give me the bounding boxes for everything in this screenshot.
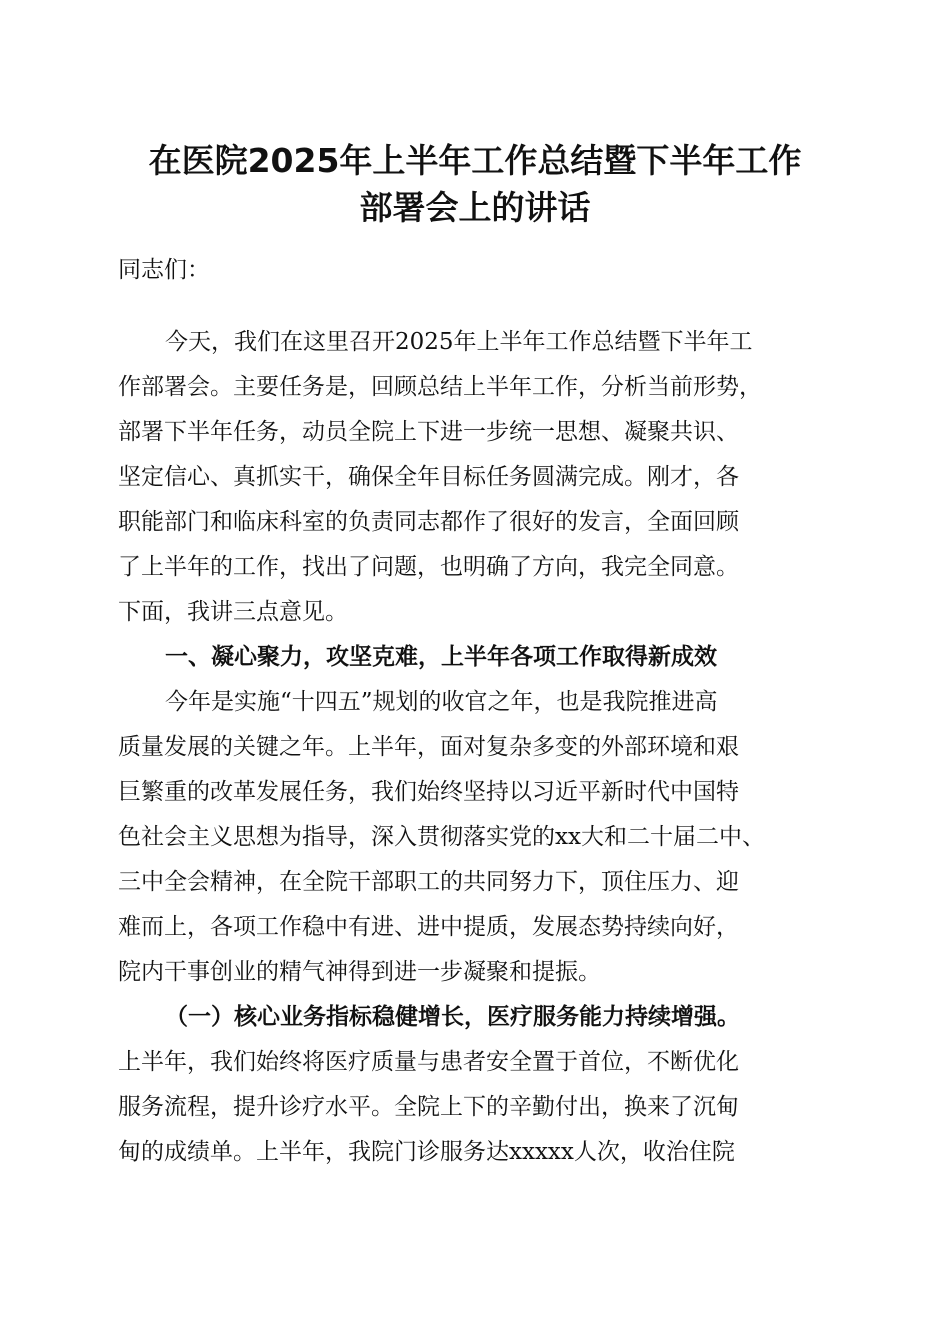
paragraph-line: 职能部门和临床科室的负责同志都作了很好的发言，全面回顾 bbox=[118, 509, 739, 535]
paragraph-line: 质量发展的关键之年。上半年，面对复杂多变的外部环境和艰 bbox=[118, 734, 739, 760]
paragraph-line: 下面，我讲三点意见。 bbox=[118, 599, 348, 625]
paragraph-line: 今年是实施“十四五”规划的收官之年，也是我院推进高 bbox=[165, 689, 718, 715]
paragraph-line: 今天，我们在这里召开2025年上半年工作总结暨下半年工 bbox=[165, 329, 753, 355]
document-title-line-2: 部署会上的讲话 bbox=[359, 188, 591, 227]
paragraph-line: 坚定信心、真抓实干，确保全年目标任务圆满完成。刚才，各 bbox=[118, 464, 739, 490]
document-title-line-1: 在医院2025年上半年工作总结暨下半年工作 bbox=[148, 141, 802, 180]
salutation: 同志们： bbox=[118, 257, 210, 283]
paragraph-line: 上半年，我们始终将医疗质量与患者安全置于首位，不断优化 bbox=[118, 1049, 739, 1075]
paragraph-line: 色社会主义思想为指导，深入贯彻落实党的xx大和二十届二中、 bbox=[118, 824, 765, 850]
paragraph-line: 院内干事创业的精气神得到进一步凝聚和提振。 bbox=[118, 959, 601, 985]
section-heading-1: 一、凝心聚力，攻坚克难，上半年各项工作取得新成效 bbox=[165, 644, 717, 670]
paragraph-line: 服务流程，提升诊疗水平。全院上下的辛勤付出，换来了沉甸 bbox=[118, 1094, 739, 1120]
subsection-heading-1: （一）核心业务指标稳健增长，医疗服务能力持续增强。 bbox=[165, 1003, 740, 1030]
paragraph-line: 难而上，各项工作稳中有进、进中提质，发展态势持续向好， bbox=[118, 914, 739, 940]
paragraph-line: 部署下半年任务，动员全院上下进一步统一思想、凝聚共识、 bbox=[118, 419, 739, 445]
paragraph-line: 了上半年的工作，找出了问题，也明确了方向，我完全同意。 bbox=[118, 554, 739, 580]
paragraph-line: 三中全会精神，在全院干部职工的共同努力下，顶住压力、迎 bbox=[118, 869, 739, 895]
paragraph-line: 巨繁重的改革发展任务，我们始终坚持以习近平新时代中国特 bbox=[118, 779, 739, 805]
paragraph-line: 甸的成绩单。上半年，我院门诊服务达xxxxx人次，收治住院 bbox=[118, 1139, 735, 1165]
paragraph-line: 作部署会。主要任务是，回顾总结上半年工作，分析当前形势， bbox=[118, 374, 762, 400]
